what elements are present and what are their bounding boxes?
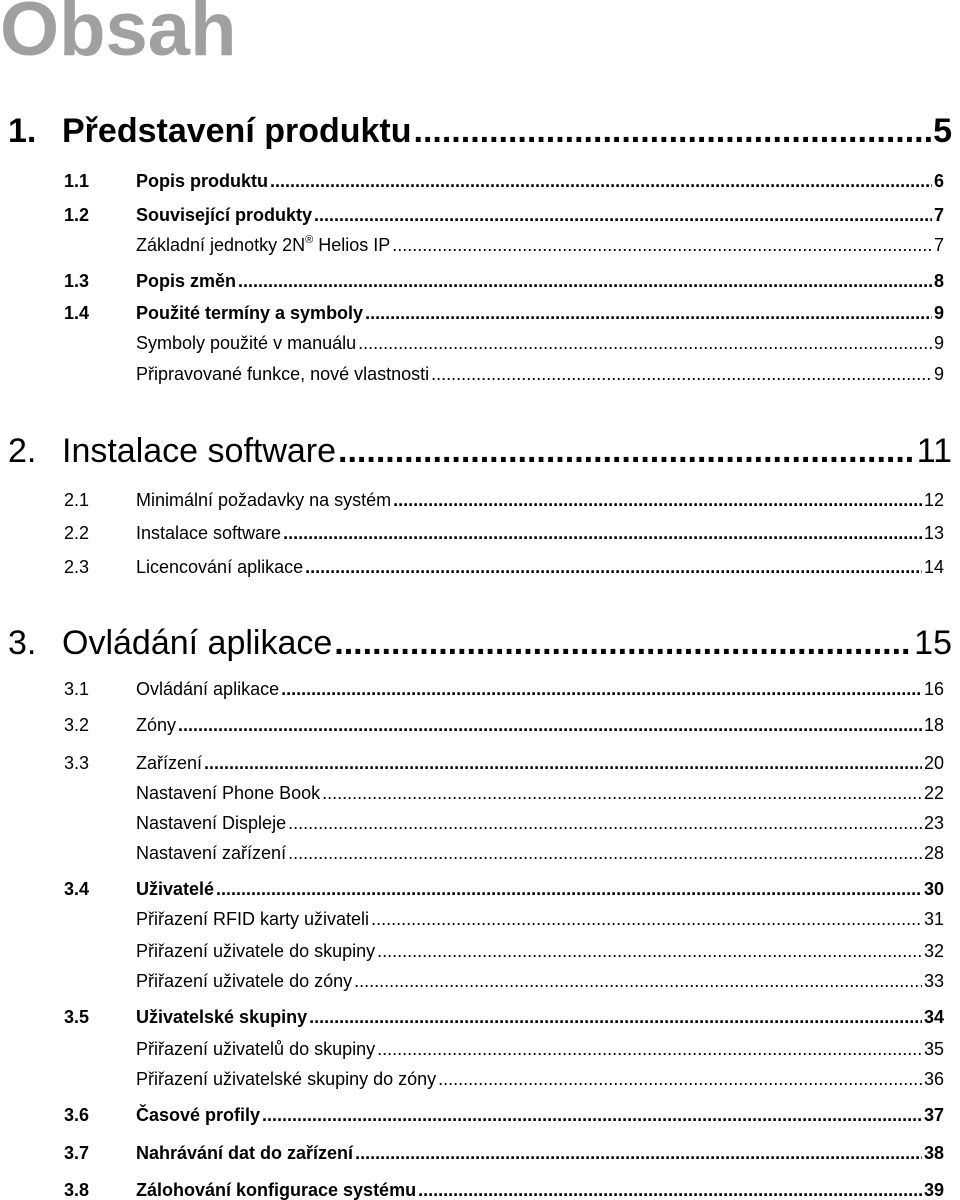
toc-number: 1. — [8, 112, 37, 150]
toc-label: Časové profily — [136, 1105, 261, 1125]
toc-page: 16 — [923, 679, 944, 699]
toc-number: 3.7 — [64, 1143, 90, 1163]
toc-subsection[interactable] — [0, 359, 960, 383]
toc-number: 3.4 — [64, 879, 90, 899]
toc-page: 23 — [923, 813, 944, 833]
toc-page: 15 — [914, 624, 952, 662]
toc-label: Licencování aplikace — [136, 557, 304, 577]
toc-label: Instalace software — [136, 523, 282, 543]
toc-page: 14 — [923, 557, 944, 577]
toc-label: Přiřazení uživatele do skupiny — [136, 941, 376, 961]
toc-label: Zařízení — [136, 753, 203, 773]
toc-number: 3.5 — [64, 1007, 90, 1027]
toc-page: 7 — [933, 205, 944, 225]
toc-label: Popis produktu — [136, 171, 268, 191]
toc-subsection[interactable] — [0, 838, 960, 862]
toc-section-1-1[interactable] — [0, 166, 960, 190]
toc-page: 32 — [923, 941, 944, 961]
toc-number: 1.3 — [64, 271, 90, 291]
toc-label: Nahrávání dat do zařízení — [136, 1143, 354, 1163]
toc-page: 22 — [923, 783, 944, 803]
toc-section-3-6[interactable] — [0, 1100, 960, 1124]
toc-number: 1.1 — [64, 171, 90, 191]
toc-page: 38 — [923, 1143, 944, 1163]
toc-section-1-2[interactable] — [0, 200, 960, 224]
toc-page: 7 — [933, 235, 944, 255]
toc-page: 8 — [933, 271, 944, 291]
toc-label: Popis změn — [136, 271, 237, 291]
toc-label: Zálohování konfigurace systému — [136, 1180, 417, 1200]
toc-section-1-3[interactable] — [0, 266, 960, 290]
toc-subsection[interactable] — [0, 230, 960, 254]
toc-label: Zóny — [136, 715, 177, 735]
toc-subsection[interactable] — [0, 1034, 960, 1058]
toc-number: 3.6 — [64, 1105, 90, 1125]
toc-subsection[interactable] — [0, 328, 960, 352]
toc-label: Související produkty — [136, 205, 313, 225]
toc-section-3-2[interactable] — [0, 710, 960, 734]
toc-page: 36 — [923, 1069, 944, 1089]
toc-label: Ovládání aplikace — [62, 624, 333, 662]
toc-section-3-8[interactable] — [0, 1175, 960, 1199]
toc-page: 35 — [923, 1039, 944, 1059]
toc-chapter-2[interactable] — [0, 420, 960, 468]
toc-page: 30 — [923, 879, 944, 899]
toc-page: 28 — [923, 843, 944, 863]
toc-page: 12 — [923, 490, 944, 510]
toc-label: Základní jednotky 2N® Helios IP — [136, 234, 391, 255]
toc-number: 3.8 — [64, 1180, 90, 1200]
toc-subsection[interactable] — [0, 808, 960, 832]
toc-number: 2. — [8, 432, 37, 470]
toc-number: 3.2 — [64, 715, 90, 735]
toc-label: Nastavení Displeje — [136, 813, 287, 833]
toc-number: 3. — [8, 624, 37, 662]
toc-page: 9 — [933, 333, 944, 353]
toc-page: 6 — [933, 171, 944, 191]
toc-page: 11 — [916, 432, 952, 470]
toc-page: 13 — [923, 523, 944, 543]
toc-label: Instalace software — [62, 432, 337, 470]
toc-label: Ovládání aplikace — [136, 679, 280, 699]
toc-chapter-3[interactable] — [0, 612, 960, 660]
toc-page: 5 — [933, 112, 952, 150]
toc-page: 33 — [923, 971, 944, 991]
toc-subsection[interactable] — [0, 778, 960, 802]
toc-section-2-1[interactable] — [0, 485, 960, 509]
toc-section-3-5[interactable] — [0, 1002, 960, 1026]
toc-label: Představení produktu — [62, 112, 412, 150]
toc-number: 2.2 — [64, 523, 90, 543]
toc-page: 20 — [923, 753, 944, 773]
toc-number: 3.3 — [64, 753, 90, 773]
toc-section-3-4[interactable] — [0, 874, 960, 898]
toc-label: Přiřazení RFID karty uživateli — [136, 909, 370, 929]
toc-label: Nastavení Phone Book — [136, 783, 321, 803]
toc-page: 37 — [923, 1105, 944, 1125]
toc-number: 1.2 — [64, 205, 90, 225]
toc-number: 2.3 — [64, 557, 90, 577]
toc-section-2-2[interactable] — [0, 518, 960, 542]
toc-page: 9 — [933, 303, 944, 323]
toc-section-3-7[interactable] — [0, 1138, 960, 1162]
toc-subsection[interactable] — [0, 966, 960, 990]
toc-chapter-1[interactable] — [0, 100, 960, 148]
toc-label: Přiřazení uživatele do zóny — [136, 971, 353, 991]
toc-page: 18 — [923, 715, 944, 735]
toc-number: 3.1 — [64, 679, 90, 699]
toc-number: 2.1 — [64, 490, 90, 510]
toc-label: Symboly použité v manuálu — [136, 333, 357, 353]
toc-page: 39 — [923, 1180, 944, 1200]
toc-subsection[interactable] — [0, 936, 960, 960]
toc-label: Přiřazení uživatelů do skupiny — [136, 1039, 376, 1059]
toc-page: 31 — [923, 909, 944, 929]
toc-section-3-1[interactable] — [0, 674, 960, 698]
toc-page: 34 — [923, 1007, 944, 1027]
toc-label: Minimální požadavky na systém — [136, 490, 392, 510]
toc-section-1-4[interactable] — [0, 298, 960, 322]
toc-section-3-3[interactable] — [0, 748, 960, 772]
toc-label: Nastavení zařízení — [136, 843, 287, 863]
toc-subsection[interactable] — [0, 1064, 960, 1088]
toc-label: Přiřazení uživatelské skupiny do zóny — [136, 1069, 437, 1089]
toc-number: 1.4 — [64, 303, 90, 323]
toc-label: Uživatelé — [136, 879, 215, 899]
toc-section-2-3[interactable] — [0, 552, 960, 576]
toc-label: Použité termíny a symboly — [136, 303, 364, 323]
toc-page: 9 — [933, 364, 944, 384]
toc-subsection[interactable] — [0, 904, 960, 928]
page-title: Obsah — [0, 0, 237, 72]
toc-label: Uživatelské skupiny — [136, 1007, 308, 1027]
toc-label: Připravované funkce, nové vlastnosti — [136, 364, 430, 384]
